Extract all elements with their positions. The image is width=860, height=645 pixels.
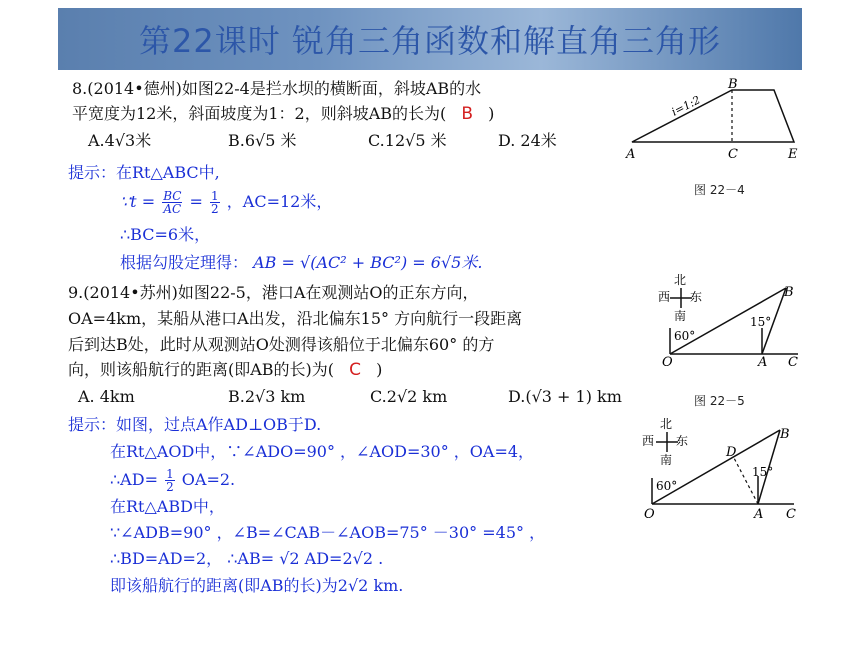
q9-line3: 后到达B处，此时从观测站O处测得该船位于北偏东60° 的方 [68, 335, 495, 354]
angle-15-2: 15° [752, 465, 774, 479]
q8-line2-text: 平宽度为12米，斜面坡度为1：2，则斜坡AB的长为( [72, 104, 447, 123]
hint8-frac1-num: BC [163, 189, 182, 203]
q9-option-d: D.(√3 + 1) km [508, 387, 622, 406]
title-banner [58, 8, 802, 70]
label-o: O [662, 355, 673, 370]
compass-west: 西 [658, 290, 671, 304]
hint9-oa: OA=2. [181, 470, 236, 489]
compass-east: 东 [690, 290, 703, 304]
hint8-frac2-num: 1 [211, 189, 219, 203]
hint9-line2: 在Rt△AOD中，∵∠ADO=90° ，∠AOD=30° ，OA=4， [110, 442, 535, 461]
label-a3: A [754, 507, 764, 522]
hint8-pythag-label: 根据勾股定理得： [120, 253, 249, 272]
q9-option-a: A. 4km [78, 387, 135, 406]
hint9-line3 [110, 468, 235, 493]
label-c2: C [788, 355, 798, 370]
compass-west-2: 西 [642, 434, 655, 448]
angle-60: 60° [674, 329, 696, 343]
figure-22-4 [622, 78, 812, 168]
label-a: A [626, 147, 636, 162]
label-o3: O [644, 507, 655, 522]
hint8-frac2-den: 2 [211, 202, 219, 216]
q8-option-d: D. 24米 [498, 131, 557, 150]
q8-option-a: A.4√3米 [88, 131, 152, 150]
q8-line2-close: ) [488, 104, 495, 123]
hint8-pythag-formula: AB = √(AC² + BC²) = 6√5米. [253, 253, 483, 272]
compass-south: 南 [674, 309, 687, 323]
compass-north-2: 北 [660, 417, 673, 431]
hint8-pythag [120, 252, 482, 274]
hint8-frac2 [210, 190, 220, 215]
q9-line1: 9.(2014•苏州)如图22-5，港口A在观测站O的正东方向， [68, 283, 479, 302]
q8-option-b: B.6√5 米 [228, 131, 297, 150]
hint9-line4: 在Rt△ABD中， [110, 497, 225, 516]
hint8-frac1 [162, 190, 182, 215]
figure-hint-9 [636, 412, 806, 524]
q9-answer: C [349, 360, 362, 380]
q8-line1: 8.(2014•德州)如图22-4是拦水坝的横断面，斜坡AB的水 [72, 79, 482, 98]
q9-option-b: B.2√3 km [228, 387, 306, 406]
dam-cross-section [632, 90, 794, 142]
hint8-label: 提示：在Rt△ABC中, [68, 163, 220, 182]
hint9-line7: 即该船航行的距离(即AB的长)为2√2 km. [110, 576, 404, 595]
hint9-frac-num: 1 [166, 467, 174, 481]
label-b3: B [780, 427, 790, 442]
label-d3: D [726, 445, 737, 460]
label-c3: C [786, 507, 796, 522]
q9-option-c: C.2√2 km [370, 387, 448, 406]
hint9-ad: ∴AD= [110, 470, 158, 489]
label-e: E [788, 147, 798, 162]
hint8-bc: ∴BC=6米， [120, 225, 211, 244]
hint9-frac [165, 468, 175, 493]
q8-answer: B [461, 104, 474, 124]
hint8-frac1-den: AC [163, 202, 182, 216]
q9-line4-text: 向，则该船航行的距离(即AB的长)为( [68, 360, 335, 379]
hint8-ac: ，AC=12米， [226, 192, 333, 211]
hint9-line1: 提示：如图，过点A作AD⊥OB于D. [68, 415, 322, 434]
figure-22-5-caption: 图 22－5 [694, 394, 745, 408]
hint8-t: ∵t = [120, 192, 156, 211]
hint8-ratio [120, 190, 332, 215]
hint9-line5: ∵∠ADB=90° ，∠B=∠CAB－∠AOB=75° －30° =45° ， [110, 523, 546, 542]
hint8-eq: = [189, 192, 203, 211]
page-title: 第22课时 锐角三角函数和解直角三角形 [139, 22, 721, 60]
label-c: C [728, 147, 738, 162]
angle-15: 15° [750, 315, 772, 329]
compass-north: 北 [674, 273, 687, 287]
label-b: B [728, 78, 738, 92]
angle-60-2: 60° [656, 479, 678, 493]
q9-line4 [68, 359, 382, 381]
slope-label: i=1:2 [669, 93, 703, 119]
figure-22-4-caption: 图 22－4 [694, 183, 745, 197]
q8-option-c: C.12√5 米 [368, 131, 447, 150]
q9-line4-close: ) [376, 360, 383, 379]
figure-22-5 [650, 266, 810, 371]
label-b2: B [784, 285, 794, 300]
q8-line2 [72, 103, 494, 125]
compass-south-2: 南 [660, 453, 673, 467]
q9-line2: OA=4km，某船从港口A出发，沿北偏东15° 方向航行一段距离 [68, 309, 523, 328]
hint9-frac-den: 2 [166, 480, 174, 494]
compass-east-2: 东 [676, 434, 689, 448]
label-a2: A [758, 355, 768, 370]
hint9-line6: ∴BD=AD=2， ∴AB= √2 AD=2√2 . [110, 549, 384, 568]
